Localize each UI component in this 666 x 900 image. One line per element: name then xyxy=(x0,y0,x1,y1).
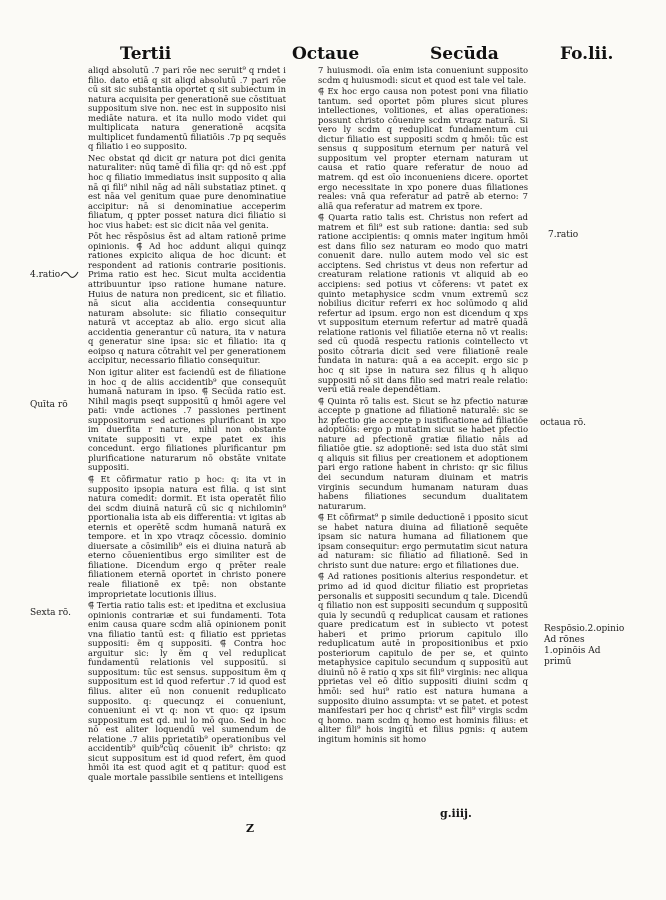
paragraph: ⸿ Ex hoc ergo causa non potest poni vna filiatio tantum. sed oportet pōm plures sicut plures intellectiones, volitiones, et alias operationes: possunt christo cōuenire scdm vtraqz naturā. Si vero ly scdm q reduplicat fundamentum cui dictur filiatio est suppositi scdm q hmōi: tūc est sensus q suppositum eternum per naturā vel suppositum vel propter eternam naturam ut causa et ratio quare referatur de nouo ad matrem. qd est oīo inconueniens dicere. oportet ergo necessitate in xpo ponere duas filiationes reales: vnā qua referatur ad patrē ab eterno: 7 aliā qua referatur ad matrem ex tpore. xyxy=(318,86,528,211)
paragraph: aliqd absolutū .7 pari rōe nec seruit⁹ q rndet i filio. dato etiā q sit aliqd absolutū .7 pari rōe cū sit sic substantia oportet q sit subiectum in natura acquisita per generationē sue cōstituat suppositum sive non. nec est in supposito nisi mediāte natura. et ita nullo modo videt qui multiplicata natura generationē acqsita multiplicet fundamentū filiatiōis .7p pq sequēs q filiatio i eo supposito. xyxy=(88,66,286,152)
running-head-3: Secūda xyxy=(430,44,499,64)
running-head-1: Tertii xyxy=(120,44,172,64)
running-head-2: Octaue xyxy=(292,44,360,64)
paragraph: ⸿ Quarta ratio talis est. Christus non refert ad matrem et fili⁹ est sub ratione: dantia: sed sub ratione accipientis: q omnis mater ingitum hmōi est dans filio sez naturam eo modo quo matri conuenit dare. nullo autem modo vel sic est acciptens. Sed christus vt deus non refertur ad creaturam relatione rationis vt aliquid ab eo accipiens: sed potius vt cōferens: vt patet ex quinto metaphysice scdm vnum extremū scz nobilius dicitur referri ex hoc solūmodo q alid refertur ad ipsum. ergo non est dicendum q xps vt suppositum eternum refertur ad matrē quadā relatione rationis vel filiatiōe eterna nō vt realis: sed cū quodā respectu rationis cointellecto vt posito cōtraria dicit sed vere filiationē reale fundata in natura: quā a ea accepit. ergo sic p hoc q sit ipse in natura sez filius q h aliquo suppositi nō sit dans filio sed matri reale relatio: verū etiā reale dependētiam. xyxy=(318,212,528,395)
paragraph: 7 huiusmodi. oīa enim ista conueniunt supposito scdm q huiusmodi: sicut et quod est tale vel tale. xyxy=(318,66,528,85)
signature-mark-right: g.iiij. xyxy=(440,807,472,820)
margin-note-left-3: Sexta rō. xyxy=(30,608,71,618)
paragraph: Pōt hec rēspōsius ēst ad altam rationē prime opinionis. ⸿ Ad hoc addunt aliqui quinqz rationes expicito aliqua de hoc dicunt: et respondent ad rationis contrarie positionis. Prima ratio est hec. Sicut multa accidentia attribuuntur ipso ratione humane nature. Huius de natura non predicent, sic et filiatio. nā sicut alia accidentia consequuntur naturam absolute: sic filiatio consequitur naturā vt acceptaz ab alio. ergo sicut alia accidentia generantur cū natura, ita v natura q generatur sine ipsa: sic et filiatio: ita q eoipso q natura cōtrahit vel per generationem accipitur, necessario filiatio consequitur. xyxy=(88,231,286,366)
signature-mark-left: Z xyxy=(246,822,255,835)
paragraph: ⸿ Tertia ratio talis est: et ipeditna et exclusiua opinionis contrariæ et sui fundamenti. Tota enim causa quare scdm aliā opinionem ponit vna filiatio tantū est: q filiatio est pprietas suppositi: ẽm q suppositi. ⸿ Contra hoc arguitur sic: ly ẽm q vel reduplicat fundamentū relationis vel suppositū. si suppositum: tūc est sensus. suppositum ẽm q suppositum est id quod refertur .7 id quod est filius. aliter eū non conuenit reduplicato supposito. q: quecunqz ei conueniunt, conueniunt ei vt q: non vt quo: qz ipsum suppositum est qd. nul lo mō quo. Sed in hoc nō est aliter loquendū vel sumendum de relatione .7 aliis pprietatib⁹ operationibus vel accidentib⁹ quib⁹cūq cōuenit ib⁹ christo: qz sicut suppositum est id quod refert, ẽm quod hmōi ita est quod agit et q patitur: quod est quale mortale passibile sentiens et intelligens xyxy=(88,600,286,782)
margin-note-left-2: Quīta rō xyxy=(30,400,68,410)
text-column-left xyxy=(88,66,286,806)
paragraph: ⸿ Et cōfirmat⁹ p simile deductionē i pposito sicut se habet natura diuina ad filiationē sequēte ipsam sic natura humana ad filiationem que ipsam consequitur: ergo permutatim sicut natura ad naturam: sic filiatio ad filiationē. Sed in christo sunt due nature: ergo et filiationes due. xyxy=(318,512,528,570)
paragraph: Nec obstat qd dicit qr natura pot dici genita naturaliter: nūq tamē dī filia qr: qd nō est .ppf hoc q filiatio immediatus insit supposito q alia nā qi fili⁹ nihil nāg ad nāli substatiaz ptinet. q est nāa vel genitum quae pure denominatiue accipitur: nā si denominatiue acceperim filiatum, q ppter posset natura dici filiatio si hoc vius habet: est sic dicit nāa vel genita. xyxy=(88,152,286,230)
margin-note-left-1: 4.ratio xyxy=(30,270,61,280)
paragraph: Non igitur aliter est faciendū est de filiatione in hoc q de aliis accidentib⁹ que consequūt humanā naturam in ipso. ⸿ Secūda ratio est. Nihil magis pseqt suppositū q hmōi agere vel pati: vnde actiones .7 passiones pertinent suppositorum sed actiones plurificant in xpo im duerfita r nature, nihil non obstante vnitate suppositi vt expe patet ex ihis concedunt. ergo filiationes plurificantur pm plurificatione naturarum nō obstāte vnitate suppositi. xyxy=(88,366,286,473)
text-column-right xyxy=(318,66,528,776)
margin-squiggle-mark xyxy=(60,268,80,280)
margin-note-right-3: Respōsio.2.opinio Ad rōnes 1.opinōis Ad primū xyxy=(544,624,625,667)
paragraph: ⸿ Et cōfirmatur ratio p hoc: q: ita vt in supposito ipsopia natura est filia. q ist sint natura comedit: dormit. Et ista operatēt filio dei scdm diuinā naturā cū sic q nichilomin⁹ pportionalia ista ab eis differentia: vt igitas ab eternis et operētē scdm humanā naturā ex tempore. et in xpo vtraqz cōcessio. dominio diuersate a cōsimilib⁹ eis ei diuina naturā ab eterno cōuenientibus ergo similiter est de filiatione. Dicendum ergo q prēter reale filiationem eternā oportet in christo ponere reale filiationē ex tpē: non obstante improprietate locutionis illius. xyxy=(88,473,286,599)
paragraph: ⸿ Ad rationes positionis alterius respondetur. et primo ad id quod dicitur filiatio est proprietas personalis et suppositi secundum q tale. Dicendū q filiatio non est suppositi secundum q suppositū quia ly secundū q reduplicat causam et rationes quare predicatum est in subiecto vt potest haberi et primo priorum capitulo illo reduplicatum autē in propositionibus et pxio posteriorum capitulo de per se, et quinto metaphysice capitulo secundum q suppositū aut diuinū nō ē ratio q xps sit fili⁹ virginis: nec aliqua pprietas vel eō ditio suppositi diuini scdm q hmōi: sed hui⁹ ratio est natura humana a supposito diuino assumpta: vt se patet. et potest manifestari per hoc q christ⁹ est fili⁹ virgis scdm q homo. nam scdm q homo est hominis filius: et aliter fili⁹ hois ingitū et filius pgnis: q autem ingitum hominis sit homo xyxy=(318,571,528,744)
paragraph: ⸿ Quinta rō talis est. Sicut se hz pfectio naturæ accepte p gnatione ad filiationē naturalē: sic se hz pfectio gie accepte p iustificatione ad filiatiōe adoptiōis: ergo p mutatim sicut se habet pfectio nature ad pfectionē gratiæ filiatio nāis ad filiatiōe gtie. sz adoptionē: sed ista duo stāt simi q aliquis sit filius per creationem et adoptionem pari ergo ratione habent in christo: qr sic filius dei secundum naturam diuinam et matris virginis secundum humanam naturam duas habens filiationes secundum dualitatem naturarum. xyxy=(318,395,528,511)
folio-number: Fo.lii. xyxy=(560,44,614,64)
margin-note-right-2: octaua rō. xyxy=(540,418,587,428)
margin-note-right-1: 7.ratio xyxy=(548,230,579,240)
